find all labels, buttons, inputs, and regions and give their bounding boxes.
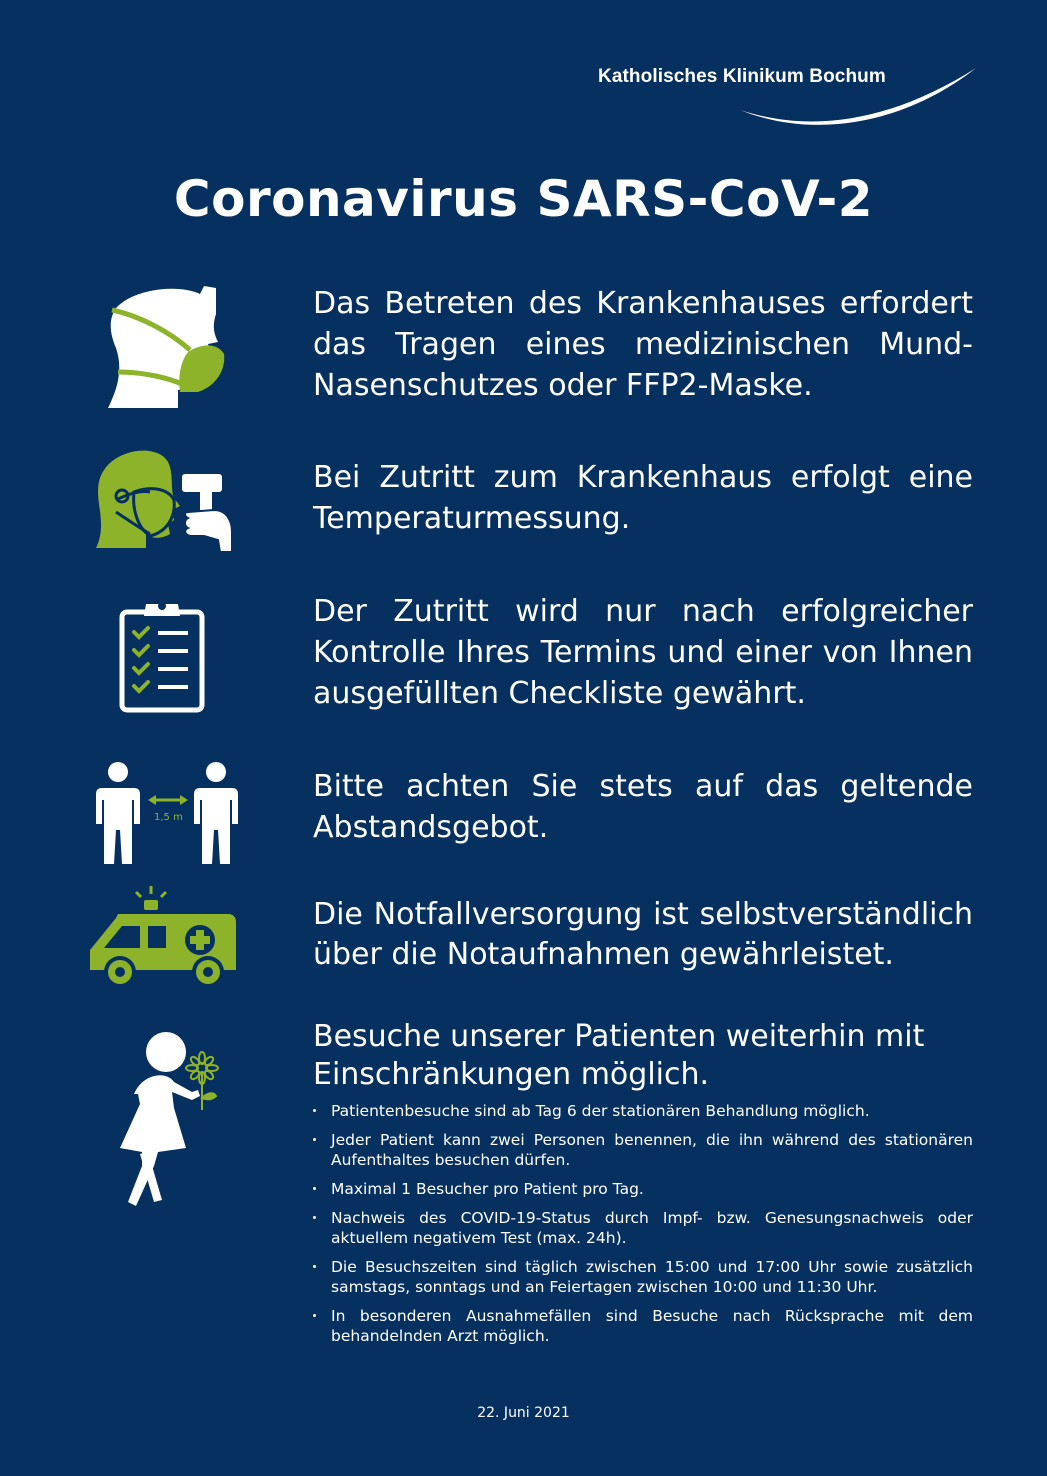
temperature-check-icon bbox=[94, 448, 239, 553]
list-item bbox=[313, 1208, 973, 1248]
visit-rule-text: Nachweis des COVID-19-Status durch Impf- bzw. Genesungsnachweis oder aktuellem negativem Test (max. 24h). bbox=[331, 1209, 973, 1247]
distance-label: 1,5 m bbox=[154, 812, 183, 823]
temperature-rule-text: Bei Zutritt zum Krankenhaus erfolgt eine Temperaturmessung. bbox=[313, 460, 973, 536]
ambulance-icon bbox=[88, 886, 240, 994]
bullet-dot bbox=[313, 1187, 316, 1190]
clinic-logo bbox=[590, 58, 990, 138]
bullet-dot bbox=[313, 1314, 316, 1317]
bullet-dot bbox=[313, 1216, 316, 1219]
bullet-dot bbox=[313, 1265, 316, 1268]
list-item bbox=[313, 1130, 973, 1170]
list-item bbox=[313, 1306, 973, 1346]
visit-rule-text: In besonderen Ausnahmefällen sind Besuche nach Rücksprache mit dem behandelnden Arzt möglich. bbox=[331, 1307, 973, 1345]
visit-rule-text: Patientenbesuche sind ab Tag 6 der stationären Behandlung möglich. bbox=[331, 1102, 870, 1120]
distance-rule-text: Bitte achten Sie stets auf das geltende Abstandsgebot. bbox=[313, 769, 973, 845]
visit-rule-text: Maximal 1 Besucher pro Patient pro Tag. bbox=[331, 1180, 644, 1198]
face-mask-icon bbox=[100, 286, 230, 411]
checklist-rule-text: Der Zutritt wird nur nach erfolgreicher Kontrolle Ihres Termins und einer von Ihnen ausgefüllten Checkliste gewährt. bbox=[313, 594, 973, 711]
list-item bbox=[313, 1257, 973, 1297]
visit-rule-text: Die Besuchszeiten sind täglich zwischen 15:00 und 17:00 Uhr sowie zusätzlich samstags, sonntags und an Feiertagen zwischen 10:00 und 11:30 Uhr. bbox=[331, 1258, 973, 1296]
list-item bbox=[313, 1101, 973, 1121]
distance-icon bbox=[96, 760, 244, 868]
emergency-rule-text: Die Notfallversorgung ist selbstverständlich über die Notaufnahmen gewährleistet. bbox=[313, 897, 973, 972]
bullet-dot bbox=[313, 1109, 316, 1112]
checklist-icon bbox=[118, 600, 208, 715]
visit-rules-list bbox=[313, 1101, 973, 1355]
visits-heading: Besuche unserer Patienten weiterhin mit Einschränkungen möglich. bbox=[313, 1019, 925, 1092]
visitor-with-flower-icon bbox=[118, 1030, 220, 1210]
mask-rule-text: Das Betreten des Krankenhauses erfordert das Tragen eines medizinischen Mund-Nasenschutzes oder FFP2-Maske. bbox=[313, 286, 973, 403]
page-title: Coronavirus SARS-CoV-2 bbox=[173, 170, 874, 228]
list-item bbox=[313, 1179, 973, 1199]
visit-rule-text: Jeder Patient kann zwei Personen benennen, die ihn während des stationären Aufenthaltes besuchen dürfen. bbox=[331, 1131, 973, 1169]
logo-text: Katholisches Klinikum Bochum bbox=[598, 66, 886, 87]
bullet-dot bbox=[313, 1138, 316, 1141]
publication-date: 22. Juni 2021 bbox=[477, 1405, 570, 1421]
